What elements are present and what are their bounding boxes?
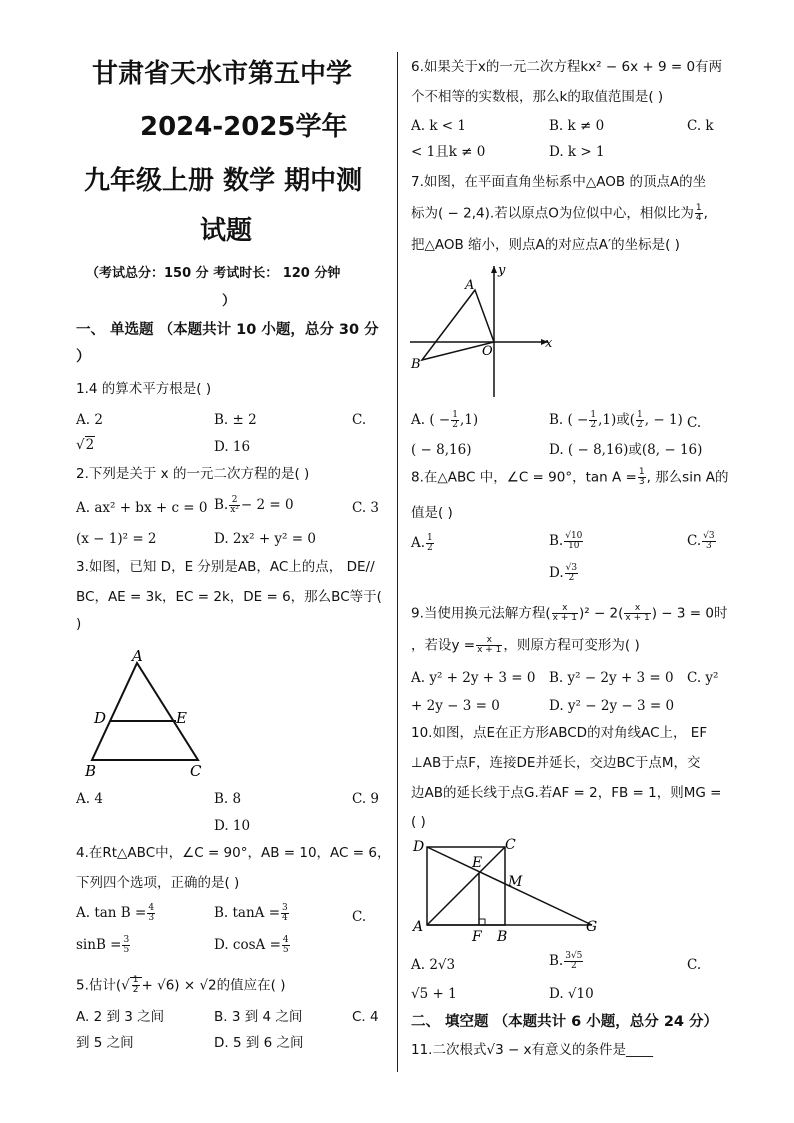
- q6-stem-line2: 个不相等的实数根，那么k的取值范围是( ): [411, 89, 664, 105]
- fig3-label-c: C: [190, 762, 202, 780]
- fig10-label-b: B: [497, 929, 508, 945]
- q5-option-c-value: 到 5 之间: [76, 1035, 134, 1051]
- q10-option-c: C.: [687, 957, 702, 973]
- q4-option-c: C.: [352, 909, 367, 925]
- fig10-label-f: F: [472, 929, 482, 945]
- q5-stem: 5.估计(√ $\frac{1}{2}$ + √6) × √2的值应在( ): [76, 975, 286, 995]
- q8-stem-line2: 值是( ): [411, 505, 453, 521]
- fig3-label-d: D: [94, 709, 107, 727]
- fig7-label-a: A: [465, 278, 475, 293]
- q6-stem-line1: 6.如果关于x的一元二次方程kx² − 6x + 9 = 0有两: [411, 59, 723, 75]
- q8-option-b: B. $\frac{√10}{10}$: [549, 531, 583, 551]
- fig7-label-x: x: [545, 336, 553, 351]
- fig10-label-c: C: [505, 837, 516, 853]
- q10-option-a: A. 2√3: [411, 957, 456, 973]
- q9-option-a: A. y² + 2y + 3 = 0: [411, 670, 536, 686]
- section-2-heading: 二、 填空题 （本题共计 6 小题，总分 24 分）: [411, 1014, 719, 1030]
- q3-option-b: B. 8: [214, 791, 242, 807]
- q10-stem-line2: ⊥AB于点F，连接DE并延长，交边BC于点M，交: [411, 755, 701, 771]
- q3-option-d: D. 10: [214, 818, 251, 834]
- q4-option-c-value: sinB = $\frac{3}{5}$: [76, 935, 130, 955]
- q10-option-d: D. √10: [549, 986, 594, 1002]
- q1-option-b: B. ± 2: [214, 412, 257, 428]
- q8-option-a: A. $\frac{1}{2}$: [411, 533, 433, 553]
- q7-stem-line3: 把△AOB 缩小，则点A的对应点A′的坐标是( ): [411, 237, 680, 253]
- q10-stem-line4: ( ): [411, 814, 426, 830]
- q7-stem-line1: 7.如图，在平面直角坐标系中△AOB 的顶点A的坐: [411, 174, 707, 190]
- title-exam: 试题: [200, 216, 253, 246]
- q1-option-c: C.: [352, 412, 367, 428]
- q1-option-c-value: √2: [76, 437, 95, 453]
- fig3-label-e: E: [176, 709, 187, 727]
- title-school: 甘肃省天水市第五中学: [92, 59, 353, 89]
- q9-stem-line1: 9.当使用换元法解方程( $\frac{x}{x + 1}$ )² − 2( $\frac{x}{x + 1}$ ) − 3 = 0时: [411, 603, 728, 623]
- q9-option-c-value: + 2y − 3 = 0: [411, 698, 500, 714]
- q8-option-c: C. $\frac{√3}{3}$: [687, 531, 715, 551]
- fig7-label-b: B: [411, 357, 421, 372]
- section-1-heading: 一、 单选题 （本题共计 10 小题，总分 30 分: [76, 322, 379, 338]
- q1-option-a: A. 2: [76, 412, 103, 428]
- q5-option-a: A. 2 到 3 之间: [76, 1009, 165, 1025]
- fig3-label-a: A: [132, 647, 143, 665]
- q6-option-d: D. k > 1: [549, 144, 605, 160]
- q10-option-b: B. $\frac{3√5}{2}$: [549, 951, 583, 971]
- column-divider: [397, 52, 398, 1072]
- q2-option-c: C. 3: [352, 500, 380, 516]
- q4-option-a: A. tan B = $\frac{4}{3}$: [76, 903, 155, 923]
- q8-option-d: D. $\frac{√3}{2}$: [549, 563, 578, 583]
- q3-stem-line2: BC，AE = 3k，EC = 2k，DE = 6，那么BC等于(: [76, 589, 382, 605]
- q6-option-c: C. k: [687, 118, 714, 134]
- q10-square-figure: [408, 835, 608, 945]
- q3-option-c: C. 9: [352, 791, 380, 807]
- q4-option-b: B. tanA = $\frac{3}{4}$: [214, 903, 288, 923]
- q6-option-c-value: < 1且k ≠ 0: [411, 144, 486, 160]
- title-year: 2024-2025学年: [140, 112, 348, 142]
- q2-option-b: B. $\frac{2}{\text{x²}}$ − 2 = 0: [214, 495, 294, 515]
- q6-option-a: A. k < 1: [411, 118, 466, 134]
- q3-stem-line1: 3.如图，已知 D，E 分别是AB，AC上的点， DE//: [76, 559, 375, 575]
- q2-stem: 2.下列是关于 x 的一元二次方程的是( ): [76, 466, 310, 482]
- q10-stem-line1: 10.如图，点E在正方形ABCD的对角线AC上， EF: [411, 725, 708, 741]
- q9-option-c: C. y²: [687, 670, 719, 686]
- fig7-label-o: O: [482, 344, 493, 359]
- q5-option-d: D. 5 到 6 之间: [214, 1035, 304, 1051]
- q7-stem-line2: 标为( − 2,4).若以原点O为位似中心，相似比为 $\frac{1}{4}$ ,: [411, 203, 708, 223]
- title-grade: 九年级上册 数学 期中测: [84, 166, 363, 196]
- fig3-label-b: B: [85, 762, 97, 780]
- q6-option-b: B. k ≠ 0: [549, 118, 605, 134]
- fig10-label-d: D: [413, 839, 425, 855]
- q3-triangle-figure: [80, 648, 230, 778]
- q1-option-d: D. 16: [214, 439, 251, 455]
- fig10-label-e: E: [472, 855, 483, 871]
- q9-option-b: B. y² − 2y + 3 = 0: [549, 670, 674, 686]
- q11-stem: 11.二次根式√3 − x有意义的条件是____: [411, 1042, 654, 1058]
- exam-info: （考试总分：150 分 考试时长： 120 分钟: [86, 266, 341, 281]
- section-1-heading-close: ）: [76, 349, 91, 365]
- fig10-label-a: A: [413, 919, 424, 935]
- q9-option-d: D. y² − 2y − 3 = 0: [549, 698, 675, 714]
- q2-option-a: A. ax² + bx + c = 0: [76, 500, 208, 516]
- q7-option-c: C.: [687, 415, 702, 431]
- q8-stem-line1: 8.在△ABC 中，∠C = 90°，tan A = $\frac{1}{3}$ , 那么sin A的: [411, 467, 729, 487]
- q3-option-a: A. 4: [76, 791, 103, 807]
- q5-option-b: B. 3 到 4 之间: [214, 1009, 303, 1025]
- q7-option-d: D. ( − 8,16)或(8, − 16): [549, 442, 703, 458]
- q7-option-b: B. ( − $\frac{1}{2}$ ,1)或( $\frac{1}{2}$ , − 1): [549, 410, 683, 430]
- exam-info-close: ）: [222, 293, 236, 309]
- q10-stem-line3: 边AB的延长线于点G.若AF = 2，FB = 1，则MG =: [411, 785, 722, 801]
- q7-option-c-value: ( − 8,16): [411, 442, 472, 458]
- q4-stem-line1: 4.在Rt△ABC中，∠C = 90°，AB = 10，AC = 6，: [76, 845, 391, 861]
- q5-option-c: C. 4: [352, 1009, 379, 1025]
- q2-option-c-value: (x − 1)² = 2: [76, 531, 157, 547]
- q7-coordinate-figure: [405, 262, 565, 402]
- q7-option-a: A. ( − $\frac{1}{2}$ ,1): [411, 410, 479, 430]
- fig7-label-y: y: [498, 263, 506, 278]
- fig10-label-g: G: [586, 919, 598, 935]
- q3-stem-line3: ): [76, 616, 82, 632]
- fig10-label-m: M: [508, 874, 523, 890]
- q1-stem: 1.4 的算术平方根是( ): [76, 381, 212, 397]
- q4-stem-line2: 下列四个选项，正确的是( ): [76, 875, 240, 891]
- q10-option-c-value: √5 + 1: [411, 986, 457, 1002]
- q4-option-d: D. cosA = $\frac{4}{5}$: [214, 935, 289, 955]
- q9-stem-line2: ，若设y = $\frac{x}{x + 1}$ ，则原方程可变形为( ): [411, 635, 640, 655]
- q2-option-d: D. 2x² + y² = 0: [214, 531, 316, 547]
